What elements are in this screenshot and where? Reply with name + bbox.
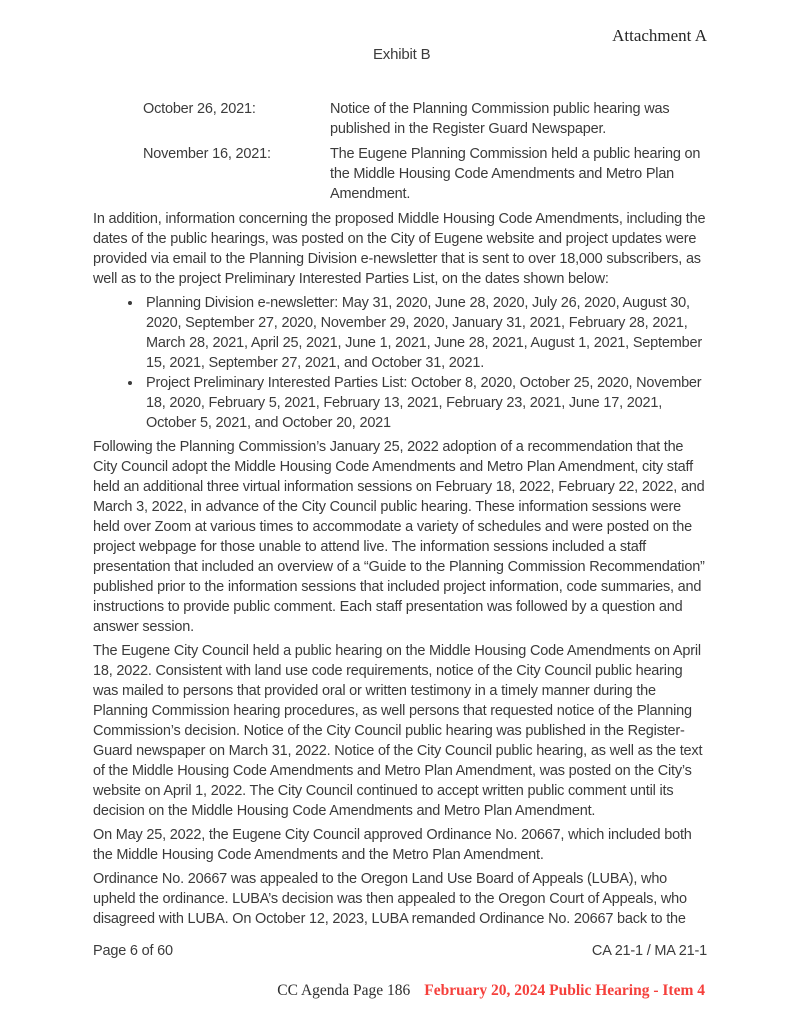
document-content bbox=[93, 0, 707, 929]
paragraph-intro: In addition, information concerning the proposed Middle Housing Code Amendments, including the dates of the public hearings, was posted on the City of Eugene website and project updates were provided via email to the Planning Division e-newsletter that is sent to over 18,000 subscribers, as well as to the project Preliminary Interested Parties List, on the dates shown below: bbox=[93, 211, 706, 287]
hearing-timeline bbox=[93, 99, 707, 204]
agenda-footer bbox=[277, 981, 705, 1000]
timeline-description: Notice of the Planning Commission public hearing was published in the Register Guard Newspaper. bbox=[330, 101, 670, 137]
timeline-row bbox=[93, 144, 707, 204]
agenda-page-label: CC Agenda Page 186 bbox=[277, 982, 411, 999]
case-numbers-label: CA 21-1 / MA 21-1 bbox=[591, 943, 707, 959]
page-number-label: Page 6 of 60 bbox=[93, 943, 173, 959]
attachment-label: Attachment A bbox=[612, 26, 707, 45]
paragraph-ordinance-approved: On May 25, 2022, the Eugene City Council approved Ordinance No. 20667, which included both the Middle Housing Code Amendments and the Metro Plan Amendment. bbox=[93, 827, 692, 863]
timeline-row bbox=[93, 99, 707, 139]
list-item-newsletter-dates: • Planning Division e-newsletter: May 31, 2020, June 28, 2020, July 26, 2020, August 30, 2020, September 27, 2020, November 29, 2020, January 31, 2021, February 28, 2021, March 28, 2021, April 25, 2021, June 1, 2021, June 28, 2021, August 1, 2021, September 15, 2021, September 27, 2021, and October 31, 2021. bbox=[143, 293, 707, 373]
paragraph-following-adoption: Following the Planning Commission’s January 25, 2022 adoption of a recommendation that the City Council adopt the Middle Housing Code Amendments and Metro Plan Amendment, city staff held an additional three virtual information sessions on February 18, 2022, February 22, 2022, and March 3, 2022, in advance of the City Council public hearing. These information sessions were held over Zoom at various times to accommodate a variety of schedules and were posted on the project webpage for those unable to attend live. The information sessions included a staff presentation that included an overview of a “Guide to the Planning Commission Recommendation” published prior to the information sessions that included project information, code summaries, and instructions to provide public comment. Each staff presentation was followed by a question and answer session. bbox=[93, 439, 705, 635]
paragraph-council-hearing: The Eugene City Council held a public hearing on the Middle Housing Code Amendments on April 18, 2022. Consistent with land use code requirements, notice of the City Council public hearing was mailed to persons that provided oral or written testimony in a timely manner during the Planning Commission hearing procedures, as well persons that requested notice of the Planning Commission’s decision. Notice of the City Council public hearing was published in the Register-Guard newspaper on March 31, 2022. Notice of the City Council public hearing, as well as the text of the Middle Housing Code Amendments and Metro Plan Amendment, was posted on the City’s website on April 1, 2022. The City Council continued to accept written public comment until its decision on the Middle Housing Code Amendments and Metro Plan Amendment. bbox=[93, 643, 703, 819]
list-item-interested-parties-dates: • Project Preliminary Interested Parties List: October 8, 2020, October 25, 2020, November 18, 2020, February 5, 2021, February 13, 2021, February 23, 2021, June 17, 2021, October 5, 2021, and October 20, 2021 bbox=[143, 373, 707, 433]
paragraph-appeal: Ordinance No. 20667 was appealed to the Oregon Land Use Board of Appeals (LUBA), who upheld the ordinance. LUBA’s decision was then appealed to the Oregon Court of Appeals, who disagreed with LUBA. On October 12, 2023, LUBA remanded Ordinance No. 20667 back to the bbox=[93, 871, 687, 927]
timeline-description: The Eugene Planning Commission held a public hearing on the Middle Housing Code Amendments and Metro Plan Amendment. bbox=[330, 146, 701, 202]
page-footer bbox=[93, 941, 707, 961]
hearing-item-label: February 20, 2024 Public Hearing - Item 4 bbox=[424, 982, 705, 999]
timeline-date: November 16, 2021: bbox=[143, 146, 271, 162]
notification-dates-list bbox=[93, 293, 707, 433]
exhibit-label: Exhibit B bbox=[373, 46, 431, 63]
timeline-date: October 26, 2021: bbox=[143, 101, 256, 117]
